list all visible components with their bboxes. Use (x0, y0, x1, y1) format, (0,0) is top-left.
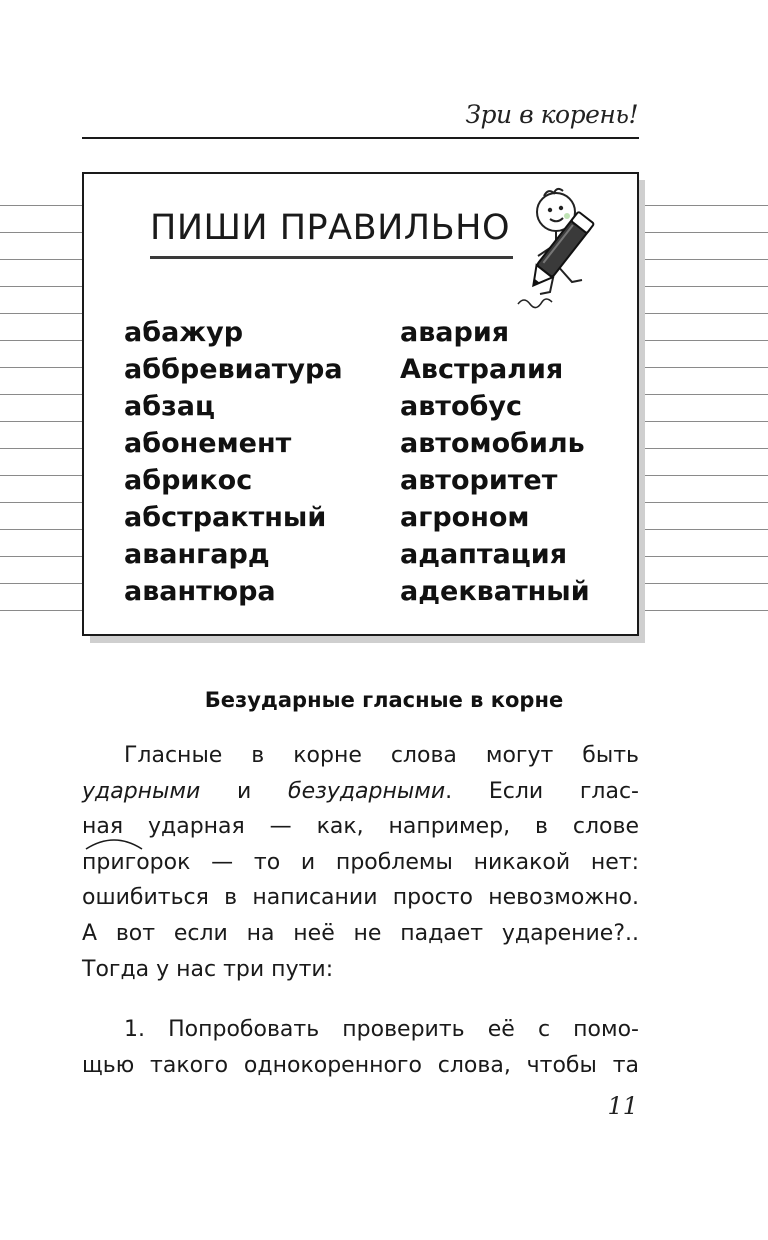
list-item: абзац (124, 391, 215, 422)
text-fragment: . Если глас- (445, 778, 639, 804)
pencil-character-icon (512, 182, 622, 310)
text-line: ошибиться в написании просто невозможно. (82, 885, 639, 911)
italic-term-unstressed: безударными (288, 778, 446, 804)
text-line: щью такого однокоренного слова, чтобы та (82, 1052, 639, 1078)
list-item: абрикос (124, 465, 253, 496)
header-rule (82, 137, 639, 139)
text-line: 1. Попробовать проверить её с помо- (124, 1017, 639, 1042)
example-word-with-root-mark (82, 845, 190, 881)
text-fragment (288, 779, 639, 804)
list-item: абстрактный (124, 502, 327, 533)
list-item: адекватный (400, 576, 590, 607)
list-item: автобус (400, 391, 522, 422)
italic-term-stressed: ударными (82, 778, 201, 804)
list-item: абажур (124, 317, 244, 348)
text-line: ная ударная — как, например, в слове (82, 814, 639, 840)
list-item: авария (400, 317, 510, 348)
list-item: автомобиль (400, 428, 585, 459)
list-item: агроном (400, 502, 530, 533)
box-title: ПИШИ ПРАВИЛЬНО (150, 208, 510, 248)
list-item: Австралия (400, 354, 564, 385)
list-item: абонемент (124, 428, 292, 459)
text-line: А вот если на неё не падает ударение?.. (82, 920, 639, 946)
running-header-title: Зри в корень! (465, 100, 638, 129)
list-item: адаптация (400, 539, 568, 570)
paragraph-method-one (82, 1012, 639, 1083)
text-line: Тогда у нас три пути: (82, 956, 334, 982)
list-item: авантюра (124, 576, 276, 607)
text-line (82, 774, 639, 810)
text-line: Гласные в корне слова могут быть (124, 743, 639, 768)
list-item: авторитет (400, 465, 558, 496)
word-list-right (400, 314, 590, 610)
paragraph-unstressed-vowels (82, 738, 639, 987)
example-word: пригорок (82, 849, 191, 875)
list-item: авангард (124, 539, 270, 570)
text-fragment: — то и проблемы никакой нет: (211, 849, 639, 875)
page-number: 11 (607, 1092, 638, 1120)
text-line (82, 845, 639, 881)
list-item: аббревиатура (124, 354, 343, 385)
section-heading: Безударные гласные в корне (204, 688, 564, 712)
box-title-underline (150, 256, 513, 259)
text-fragment: и (237, 778, 252, 804)
root-arc-icon (84, 837, 144, 851)
spelling-word-box (82, 172, 639, 636)
word-list-left (124, 314, 343, 610)
